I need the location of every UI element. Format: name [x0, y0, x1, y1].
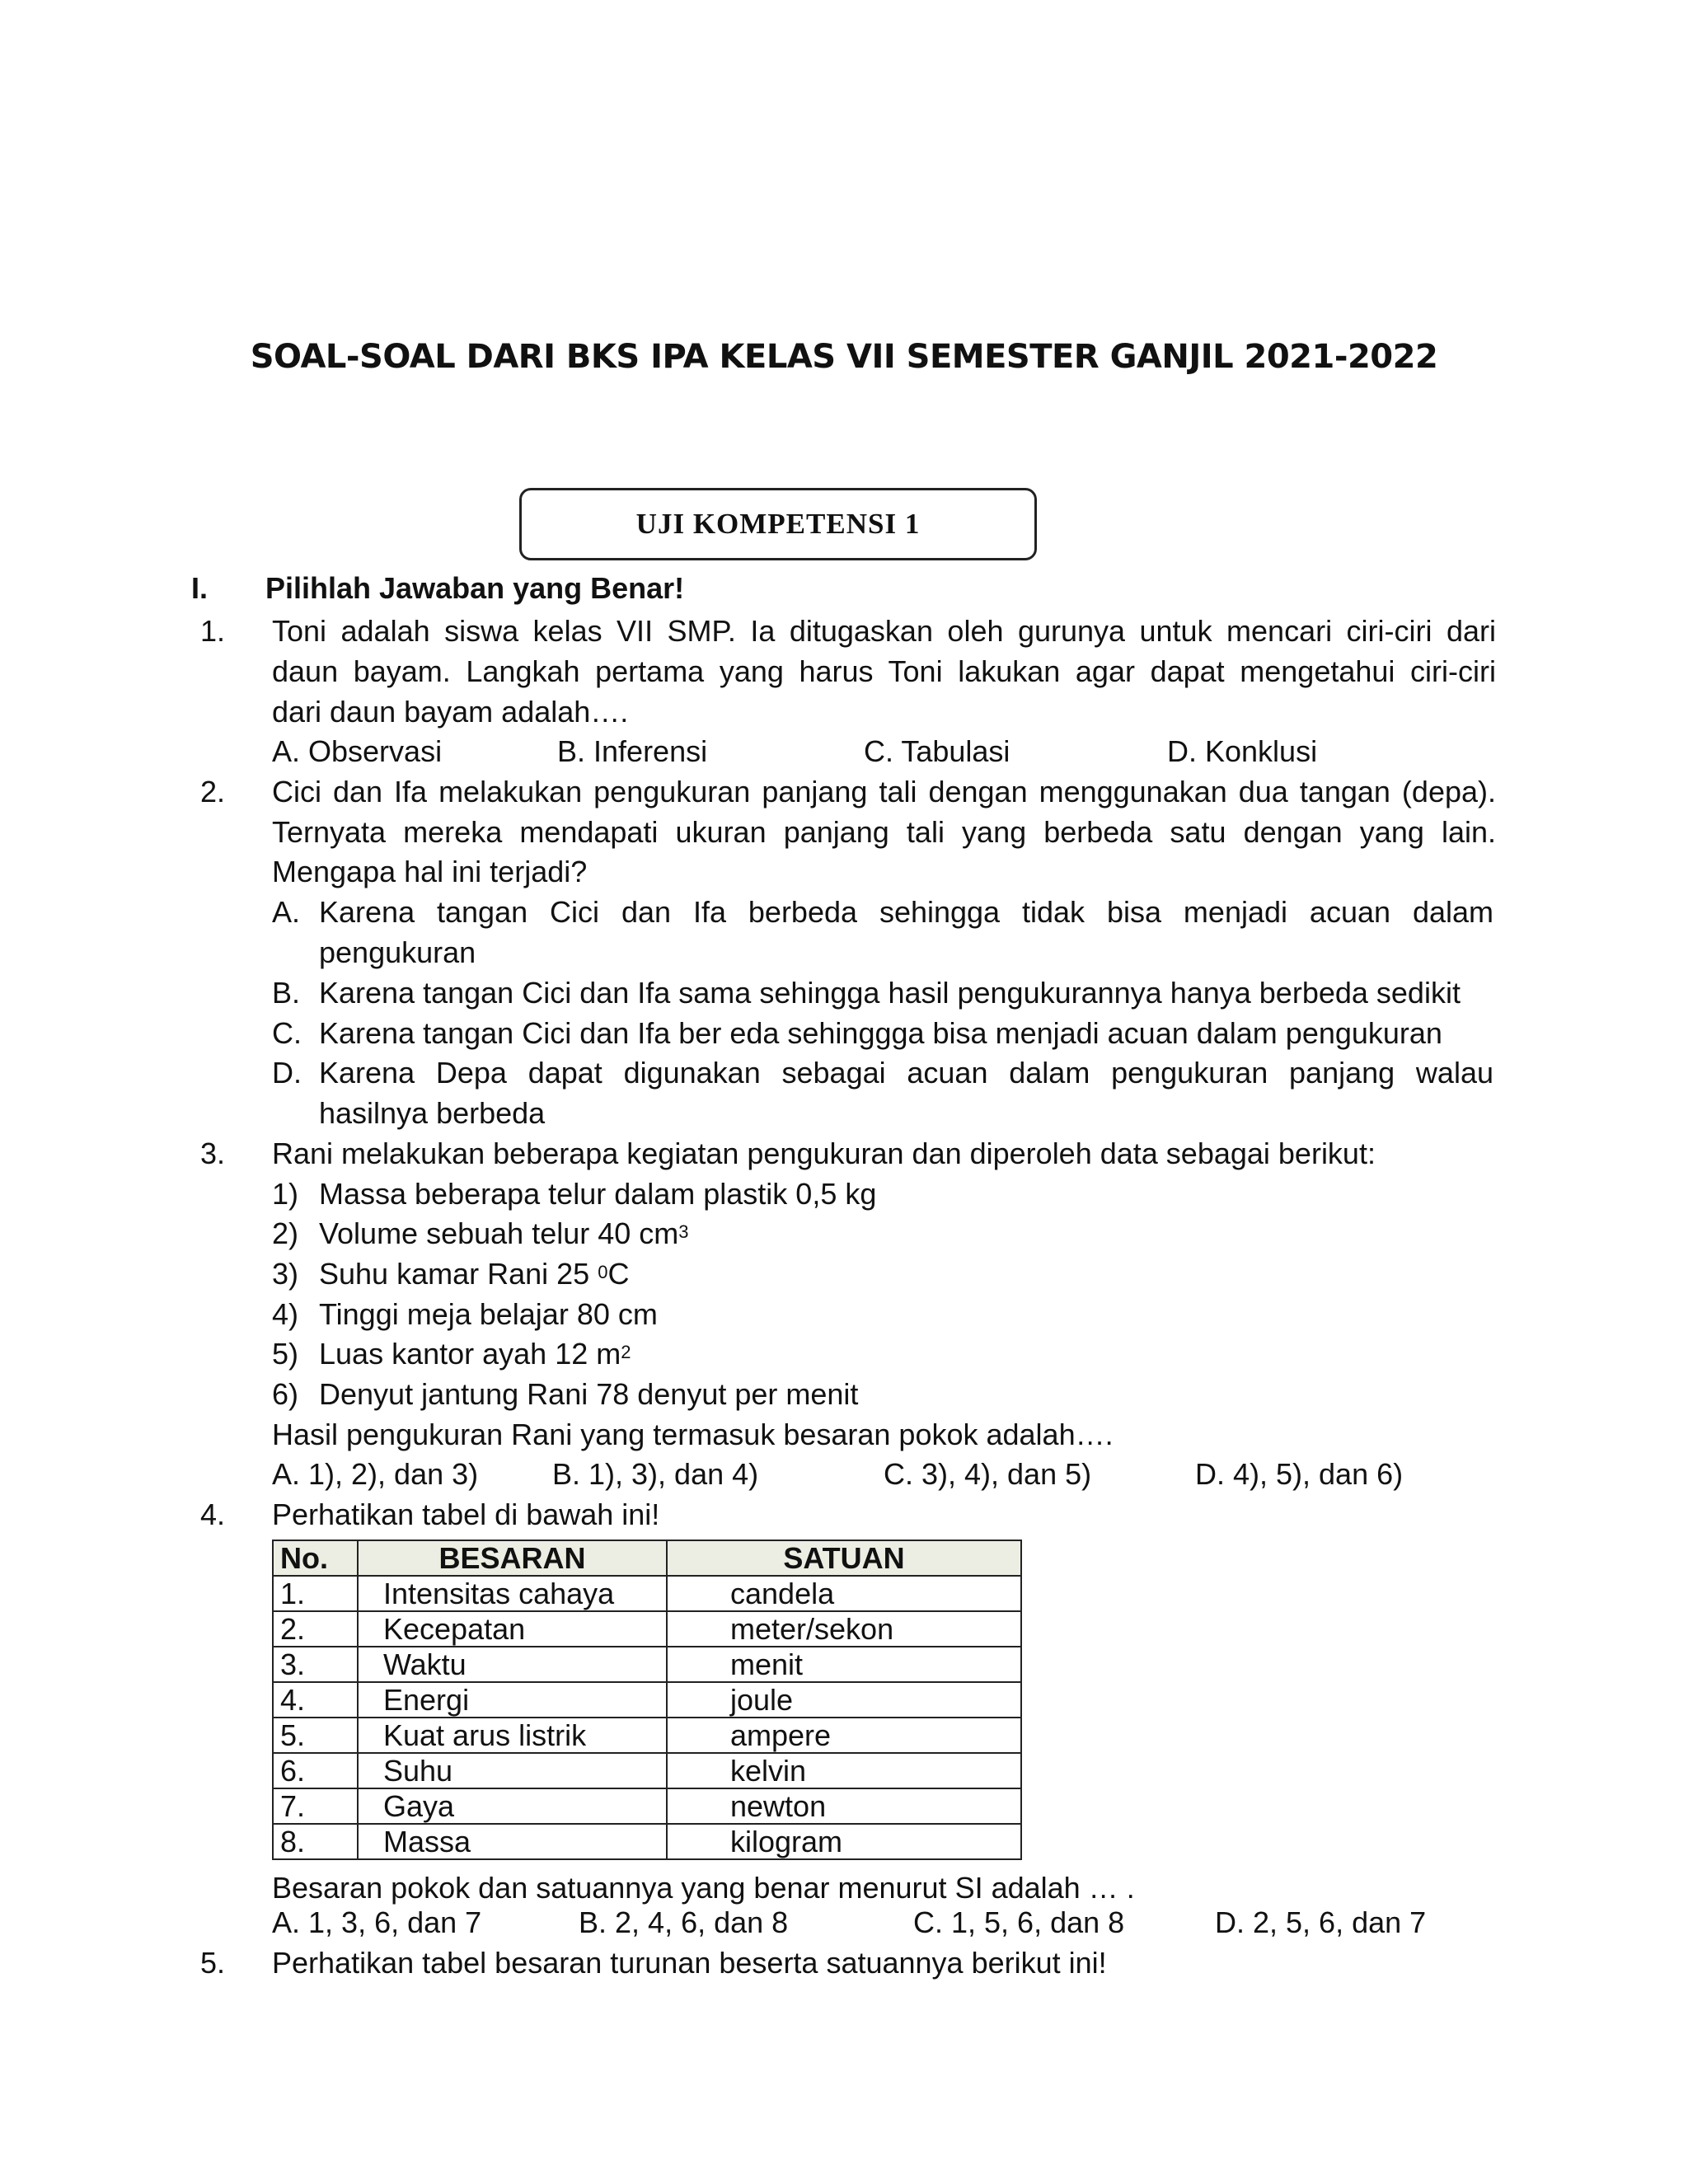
table-cell: Waktu [358, 1647, 667, 1682]
question-text-line: Hasil pengukuran Rani yang termasuk besaran pokok adalah…. [272, 1418, 1114, 1451]
list-item-text: Tinggi meja belajar 80 cm [319, 1297, 658, 1331]
table-cell: Massa [358, 1824, 667, 1859]
option-text: Karena tangan Cici dan Ifa berbeda sehingga tidak bisa menjadi acuan dalam [319, 895, 1493, 929]
table-row [273, 1718, 1021, 1753]
option-label: D. [272, 1056, 302, 1090]
table-cell: 1. [273, 1576, 358, 1611]
table-cell: Gaya [358, 1788, 667, 1824]
option-text: pengukuran [319, 935, 476, 969]
section-badge: UJI KOMPETENSI 1 [519, 488, 1037, 560]
table-row [273, 1576, 1021, 1611]
list-item-label: 1) [272, 1177, 299, 1211]
table-cell: kilogram [667, 1824, 1021, 1859]
table-cell: kelvin [667, 1753, 1021, 1788]
table-cell: 4. [273, 1682, 358, 1718]
section-number: I. [191, 571, 209, 605]
list-item-text: Volume sebuah telur 40 $cm^3$ [319, 1216, 689, 1250]
question-number: 3. [200, 1137, 226, 1170]
option-text: Karena tangan Cici dan Ifa ber eda sehinggga bisa menjadi acuan dalam pengukuran [319, 1016, 1442, 1050]
option-label: C. [272, 1016, 302, 1050]
question-text-line: Ternyata mereka mendapati ukuran panjang tali yang berbeda satu dengan yang lain. [272, 815, 1496, 849]
question-text-line: daun bayam. Langkah pertama yang harus Toni lakukan agar dapat mengetahui ciri-ciri [272, 654, 1496, 688]
answer-option: D. 2, 5, 6, dan 7 [1215, 1905, 1427, 1939]
table-header-cell: No. [273, 1540, 358, 1576]
answer-option: B. 1), 3), dan 4) [552, 1457, 759, 1491]
question-text-line: Toni adalah siswa kelas VII SMP. Ia ditugaskan oleh gurunya untuk mencari ciri-ciri dari [272, 614, 1496, 648]
table-cell: menit [667, 1647, 1021, 1682]
table-cell: meter/sekon [667, 1611, 1021, 1647]
answer-option: B. Inferensi [557, 734, 708, 768]
answer-option: D. 4), 5), dan 6) [1195, 1457, 1404, 1491]
question-text-line: Cici dan Ifa melakukan pengukuran panjang tali dengan menggunakan dua tangan (depa). [272, 775, 1496, 808]
table-row [273, 1611, 1021, 1647]
table-cell: Suhu [358, 1753, 667, 1788]
answer-option: A. Observasi [272, 734, 443, 768]
question-text-line: Perhatikan tabel di bawah ini! [272, 1497, 660, 1531]
list-item-text: Luas kantor ayah 12 $m^2$ [319, 1337, 631, 1371]
table-cell: newton [667, 1788, 1021, 1824]
answer-option: A. 1), 2), dan 3) [272, 1457, 479, 1491]
question-number: 2. [200, 775, 226, 808]
option-text: hasilnya berbeda [319, 1096, 546, 1130]
question-text-line: Perhatikan tabel besaran turunan beserta satuannya berikut ini! [272, 1946, 1107, 1980]
table-row [273, 1682, 1021, 1718]
table-cell: Energi [358, 1682, 667, 1718]
table-cell: 5. [273, 1718, 358, 1753]
option-text: Karena Depa dapat digunakan sebagai acuan dalam pengukuran panjang walau [319, 1056, 1493, 1090]
answer-option: C. 1, 5, 6, dan 8 [913, 1905, 1125, 1939]
answer-option: D. Konklusi [1167, 734, 1318, 768]
table-header-cell: BESARAN [358, 1540, 667, 1576]
table-cell: joule [667, 1682, 1021, 1718]
question-text-line: Besaran pokok dan satuannya yang benar menurut SI adalah … . [272, 1871, 1135, 1905]
list-item-label: 5) [272, 1337, 299, 1371]
option-text: Karena tangan Cici dan Ifa sama sehingga hasil pengukurannya hanya berbeda sedikit [319, 976, 1461, 1010]
table-cell: Intensitas cahaya [358, 1576, 667, 1611]
list-item-label: 2) [272, 1216, 299, 1250]
table-cell: 7. [273, 1788, 358, 1824]
list-item-text: Massa beberapa telur dalam plastik 0,5 kg [319, 1177, 877, 1211]
option-label: A. [272, 895, 301, 929]
question-number: 4. [200, 1497, 226, 1531]
table-row [273, 1647, 1021, 1682]
question-text-line: Mengapa hal ini terjadi? [272, 855, 588, 888]
table-cell: Kuat arus listrik [358, 1718, 667, 1753]
answer-option: C. Tabulasi [864, 734, 1010, 768]
section-title: Pilihlah Jawaban yang Benar! [265, 571, 685, 605]
answer-option: B. 2, 4, 6, dan 8 [579, 1905, 789, 1939]
table-header-cell: SATUAN [667, 1540, 1021, 1576]
answer-option: C. 3), 4), dan 5) [884, 1457, 1092, 1491]
table-row [273, 1753, 1021, 1788]
table-cell: 3. [273, 1647, 358, 1682]
superscript: 2 [621, 1342, 631, 1362]
list-item-label: 4) [272, 1297, 299, 1331]
document-title: SOAL-SOAL DARI BKS IPA KELAS VII SEMESTER GANJIL 2021-2022 [250, 338, 1438, 376]
table-cell: 6. [273, 1753, 358, 1788]
quantity-table [272, 1540, 1022, 1860]
question-number: 1. [200, 614, 226, 648]
superscript: 0 [598, 1262, 608, 1282]
option-label: B. [272, 976, 301, 1010]
list-item-text: Denyut jantung Rani 78 denyut per menit [319, 1377, 859, 1411]
superscript: 3 [678, 1221, 689, 1242]
table-header-row [273, 1540, 1021, 1576]
question-text-line: Rani melakukan beberapa kegiatan pengukuran dan diperoleh data sebagai berikut: [272, 1137, 1376, 1170]
table-cell: Kecepatan [358, 1611, 667, 1647]
question-text-line: dari daun bayam adalah…. [272, 695, 629, 729]
table-row [273, 1824, 1021, 1859]
question-number: 5. [200, 1946, 226, 1980]
table-cell: 2. [273, 1611, 358, 1647]
list-item-label: 3) [272, 1257, 299, 1291]
answer-option: A. 1, 3, 6, dan 7 [272, 1905, 482, 1939]
list-item-text: Suhu kamar Rani 25 $^0$C [319, 1257, 630, 1291]
table-cell: candela [667, 1576, 1021, 1611]
table-row [273, 1788, 1021, 1824]
table-cell: 8. [273, 1824, 358, 1859]
table-cell: ampere [667, 1718, 1021, 1753]
list-item-label: 6) [272, 1377, 299, 1411]
